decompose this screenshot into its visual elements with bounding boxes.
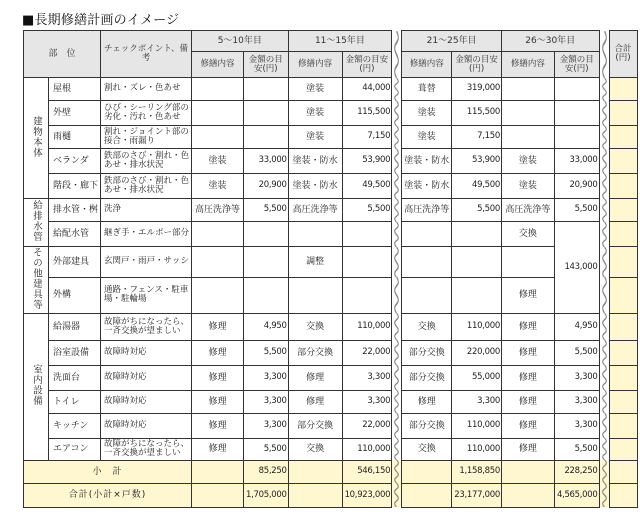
- header-period-3: 21～25年目: [402, 31, 502, 52]
- total-cell: [609, 460, 637, 483]
- amount-p4: 5,500: [554, 340, 599, 365]
- amount-p3: 55,000: [452, 365, 502, 390]
- table-row: [24, 313, 638, 340]
- work-p3: [402, 222, 452, 247]
- wave-break-icon: [599, 31, 609, 78]
- total-cell: [609, 199, 637, 222]
- amount-p4: 20,900: [554, 174, 599, 199]
- work-p2: 塗装: [288, 101, 342, 126]
- wave-break-icon: [599, 247, 609, 278]
- amount-p3: 7,150: [452, 126, 502, 149]
- work-p3: 部分交換: [402, 413, 452, 438]
- amount-p1: [244, 222, 289, 247]
- checkpoint: 鉄部のさび・割れ・色あせ・排水状況: [101, 149, 192, 174]
- item-name: エアコン: [49, 438, 101, 460]
- grand-total-row: [24, 483, 638, 507]
- amount-p2: [342, 247, 392, 278]
- amount-p4: 228,250: [554, 460, 599, 483]
- header-amount: 金額の目安(円): [554, 52, 599, 78]
- amount-p4: 4,950: [554, 313, 599, 340]
- amount-p3: 220,000: [452, 340, 502, 365]
- amount-p1: [244, 101, 289, 126]
- amount-p2: 22,000: [342, 340, 392, 365]
- work-p2: 部分交換: [288, 413, 342, 438]
- total-cell: [609, 174, 637, 199]
- amount-p3: [452, 277, 502, 313]
- amount-p1: [244, 277, 289, 313]
- work-p2: 調整: [288, 247, 342, 278]
- work-p4: [501, 126, 554, 149]
- total-cell: [609, 438, 637, 460]
- amount-p1: 1,705,000: [244, 483, 289, 507]
- wave-break-icon: [392, 174, 402, 199]
- work-p1: 塗装: [192, 174, 244, 199]
- wave-break-icon: [392, 277, 402, 313]
- wave-break-icon: [599, 340, 609, 365]
- amount-p1: 20,900: [244, 174, 289, 199]
- wave-break-icon: [392, 438, 402, 460]
- work-p1: 修理: [192, 413, 244, 438]
- checkpoint: 玄関戸・雨戸・サッシ: [101, 247, 192, 278]
- wave-break-icon: [599, 174, 609, 199]
- work-p3: 塗装・防水: [402, 174, 452, 199]
- amount-p2: 110,000: [342, 438, 392, 460]
- work-p3: [402, 277, 452, 313]
- amount-p2: 53,900: [342, 149, 392, 174]
- amount-p1: [244, 247, 289, 278]
- work-p4: 塗装: [501, 174, 554, 199]
- item-name: 外部建具: [49, 247, 101, 278]
- work-p3: [402, 247, 452, 278]
- wave-break-icon: [599, 199, 609, 222]
- work-p4: 修理: [501, 313, 554, 340]
- work-p3: 塗装: [402, 126, 452, 149]
- wave-break-icon: [392, 31, 402, 78]
- amount-p2: 546,150: [342, 460, 392, 483]
- work-p2: [288, 483, 342, 507]
- category-label: [24, 313, 49, 460]
- work-p1: [192, 222, 244, 247]
- amount-p1: [244, 78, 289, 101]
- table-row: [24, 78, 638, 101]
- amount-p3: 110,000: [452, 438, 502, 460]
- total-cell: [609, 413, 637, 438]
- amount-p2: [342, 277, 392, 313]
- table-row: [24, 199, 638, 222]
- amount-p2: 5,500: [342, 199, 392, 222]
- item-name: 外壁: [49, 101, 101, 126]
- grand-total-row-label: 合計(小計×戸数): [24, 483, 192, 507]
- work-p1: [192, 126, 244, 149]
- checkpoint: 洗浄: [101, 199, 192, 222]
- wave-break-icon: [599, 390, 609, 413]
- work-p1: [192, 483, 244, 507]
- amount-p4: 3,300: [554, 365, 599, 390]
- checkpoint: ひび・シーリング部の劣化・汚れ・色あせ: [101, 101, 192, 126]
- header-period-4: 26～30年目: [501, 31, 599, 52]
- work-p2: 塗装: [288, 126, 342, 149]
- work-p2: [288, 460, 342, 483]
- checkpoint: 故障時対応: [101, 413, 192, 438]
- wave-break-icon: [599, 101, 609, 126]
- total-cell: [609, 390, 637, 413]
- amount-p1: 85,250: [244, 460, 289, 483]
- work-p3: 高圧洗浄等: [402, 199, 452, 222]
- amount-p4: 143,000: [554, 222, 599, 314]
- wave-break-icon: [599, 365, 609, 390]
- total-cell: [609, 277, 637, 313]
- amount-p3: 1,158,850: [452, 460, 502, 483]
- total-cell: [609, 222, 637, 247]
- wave-break-icon: [392, 126, 402, 149]
- amount-p3: 3,300: [452, 390, 502, 413]
- work-p4: 塗装: [501, 149, 554, 174]
- table-row: [24, 101, 638, 126]
- checkpoint: 故障時対応: [101, 365, 192, 390]
- wave-break-icon: [599, 78, 609, 101]
- total-cell: [609, 313, 637, 340]
- work-p4: 修理: [501, 438, 554, 460]
- total-cell: [609, 78, 637, 101]
- total-cell: [609, 101, 637, 126]
- work-p2: [288, 222, 342, 247]
- header-amount: 金額の目安(円): [244, 52, 289, 78]
- checkpoint: 故障がちになったら、一斉交換が望ましい: [101, 438, 192, 460]
- wave-break-icon: [392, 78, 402, 101]
- table-row: [24, 340, 638, 365]
- item-name: 屋根: [49, 78, 101, 101]
- wave-break-icon: [392, 101, 402, 126]
- table-row: [24, 438, 638, 460]
- wave-break-icon: [392, 340, 402, 365]
- work-p3: 交換: [402, 438, 452, 460]
- amount-p1: 5,500: [244, 199, 289, 222]
- wave-break-icon: [599, 277, 609, 313]
- header-amount: 金額の目安(円): [452, 52, 502, 78]
- amount-p1: 4,950: [244, 313, 289, 340]
- work-p2: 交換: [288, 438, 342, 460]
- checkpoint: 故障がちになったら、一斉交換が望ましい: [101, 313, 192, 340]
- amount-p3: 49,500: [452, 174, 502, 199]
- work-p4: [501, 101, 554, 126]
- table-row: [24, 277, 638, 313]
- amount-p4: 4,565,000: [554, 483, 599, 507]
- work-p4: [501, 460, 554, 483]
- item-name: 外構: [49, 277, 101, 313]
- wave-break-icon: [392, 199, 402, 222]
- total-cell: [609, 365, 637, 390]
- header-checkpoint: チェックポイント、備考: [101, 31, 192, 78]
- category-label: [24, 199, 49, 247]
- amount-p4: [554, 126, 599, 149]
- subtotal-row-label: 小 計: [24, 460, 192, 483]
- work-p4: 交換: [501, 222, 554, 247]
- checkpoint: 継ぎ手・エルボー部分: [101, 222, 192, 247]
- checkpoint: 割れ・ズレ・色あせ: [101, 78, 192, 101]
- work-p2: 修理: [288, 390, 342, 413]
- amount-p2: 49,500: [342, 174, 392, 199]
- amount-p1: 33,000: [244, 149, 289, 174]
- amount-p2: 3,300: [342, 390, 392, 413]
- work-p3: 塗装・防水: [402, 149, 452, 174]
- work-p4: [501, 483, 554, 507]
- work-p3: [402, 483, 452, 507]
- checkpoint: 故障時対応: [101, 390, 192, 413]
- item-name: 排水管・桝: [49, 199, 101, 222]
- work-p1: 修理: [192, 365, 244, 390]
- work-p2: 高圧洗浄等: [288, 199, 342, 222]
- item-name: 浴室設備: [49, 340, 101, 365]
- work-p2: 部分交換: [288, 340, 342, 365]
- table-row: [24, 126, 638, 149]
- work-p3: 葺替: [402, 78, 452, 101]
- header-work: 修繕内容: [402, 52, 452, 78]
- wave-break-icon: [392, 483, 402, 507]
- work-p1: [192, 460, 244, 483]
- amount-p4: 33,000: [554, 149, 599, 174]
- amount-p4: 3,300: [554, 390, 599, 413]
- table-row: [24, 390, 638, 413]
- amount-p1: [244, 126, 289, 149]
- work-p2: 交換: [288, 313, 342, 340]
- header-work: 修繕内容: [501, 52, 554, 78]
- checkpoint: 鉄部のさび・割れ・色あせ・排水状況: [101, 174, 192, 199]
- amount-p2: 3,300: [342, 365, 392, 390]
- header-period-1: 5～10年目: [192, 31, 289, 52]
- item-name: 洗面台: [49, 365, 101, 390]
- amount-p2: 22,000: [342, 413, 392, 438]
- work-p1: 修理: [192, 438, 244, 460]
- work-p3: 部分交換: [402, 365, 452, 390]
- amount-p4: 5,500: [554, 438, 599, 460]
- amount-p2: 115,500: [342, 101, 392, 126]
- wave-break-icon: [599, 222, 609, 247]
- table-row: [24, 174, 638, 199]
- wave-break-icon: [392, 365, 402, 390]
- amount-p3: 53,900: [452, 149, 502, 174]
- work-p1: [192, 277, 244, 313]
- header-period-2: 11～15年目: [288, 31, 392, 52]
- work-p2: 塗装: [288, 78, 342, 101]
- repair-plan-table: [23, 30, 638, 508]
- total-cell: [609, 247, 637, 278]
- amount-p3: 319,000: [452, 78, 502, 101]
- page-title: ■長期修繕計画のイメージ: [22, 13, 180, 28]
- wave-break-icon: [599, 413, 609, 438]
- work-p4: 修理: [501, 365, 554, 390]
- work-p1: 塗装: [192, 149, 244, 174]
- work-p1: [192, 78, 244, 101]
- wave-break-icon: [599, 438, 609, 460]
- checkpoint: 通路・フェンス・駐車場・駐輪場: [101, 277, 192, 313]
- table-row: [24, 222, 638, 247]
- header-work: 修繕内容: [288, 52, 342, 78]
- work-p1: [192, 101, 244, 126]
- wave-break-icon: [599, 483, 609, 507]
- amount-p4: [554, 78, 599, 101]
- item-name: 階段・廊下: [49, 174, 101, 199]
- wave-break-icon: [392, 390, 402, 413]
- total-cell: [609, 340, 637, 365]
- table-row: [24, 247, 638, 278]
- amount-p2: 44,000: [342, 78, 392, 101]
- work-p1: 修理: [192, 340, 244, 365]
- table-row: [24, 413, 638, 438]
- amount-p2: 7,150: [342, 126, 392, 149]
- amount-p2: [342, 222, 392, 247]
- amount-p3: [452, 222, 502, 247]
- table-row: [24, 149, 638, 174]
- wave-break-icon: [392, 247, 402, 278]
- work-p3: 部分交換: [402, 340, 452, 365]
- amount-p3: [452, 247, 502, 278]
- amount-p3: 110,000: [452, 413, 502, 438]
- work-p3: 交換: [402, 313, 452, 340]
- wave-break-icon: [392, 149, 402, 174]
- work-p2: 修理: [288, 365, 342, 390]
- wave-break-icon: [392, 460, 402, 483]
- amount-p4: [554, 101, 599, 126]
- checkpoint: 割れ・ジョイント部の接合・雨漏り: [101, 126, 192, 149]
- total-cell: [609, 149, 637, 174]
- work-p1: 修理: [192, 390, 244, 413]
- category-text: 建物本体: [30, 115, 42, 158]
- work-p4: [501, 247, 554, 278]
- work-p1: [192, 247, 244, 278]
- item-name: 給湯器: [49, 313, 101, 340]
- work-p2: 塗装・防水: [288, 149, 342, 174]
- work-p2: [288, 277, 342, 313]
- category-text: その他建具等: [30, 247, 42, 310]
- amount-p1: 5,500: [244, 438, 289, 460]
- wave-break-icon: [392, 222, 402, 247]
- work-p3: 修理: [402, 390, 452, 413]
- work-p3: [402, 460, 452, 483]
- amount-p2: 110,000: [342, 313, 392, 340]
- amount-p3: 115,500: [452, 101, 502, 126]
- work-p4: [501, 78, 554, 101]
- amount-p1: 3,300: [244, 365, 289, 390]
- category-text: 給排水管: [30, 200, 42, 243]
- category-label: [24, 78, 49, 199]
- category-text: 室内設備: [30, 364, 42, 407]
- item-name: ベランダ: [49, 149, 101, 174]
- wave-break-icon: [599, 126, 609, 149]
- total-cell: [609, 483, 637, 507]
- work-p1: 高圧洗浄等: [192, 199, 244, 222]
- header-total: 合計(円): [609, 31, 637, 78]
- subtotal-row: [24, 460, 638, 483]
- wave-break-icon: [599, 313, 609, 340]
- amount-p4: 3,300: [554, 413, 599, 438]
- item-name: 雨樋: [49, 126, 101, 149]
- wave-break-icon: [599, 149, 609, 174]
- amount-p3: 23,177,000: [452, 483, 502, 507]
- work-p4: 修理: [501, 413, 554, 438]
- amount-p3: 110,000: [452, 313, 502, 340]
- work-p4: 修理: [501, 277, 554, 313]
- header-work: 修繕内容: [192, 52, 244, 78]
- amount-p4: 5,500: [554, 199, 599, 222]
- amount-p3: 5,500: [452, 199, 502, 222]
- work-p4: 高圧洗浄等: [501, 199, 554, 222]
- category-label: [24, 247, 49, 314]
- work-p3: 塗装: [402, 101, 452, 126]
- amount-p1: 3,300: [244, 413, 289, 438]
- amount-p2: 10,923,000: [342, 483, 392, 507]
- wave-break-icon: [392, 413, 402, 438]
- work-p2: 塗装・防水: [288, 174, 342, 199]
- item-name: 給配水管: [49, 222, 101, 247]
- total-cell: [609, 126, 637, 149]
- wave-break-icon: [392, 313, 402, 340]
- header-amount: 金額の目安(円): [342, 52, 392, 78]
- item-name: キッチン: [49, 413, 101, 438]
- wave-break-icon: [599, 460, 609, 483]
- work-p4: 修理: [501, 390, 554, 413]
- table-row: [24, 365, 638, 390]
- amount-p1: 3,300: [244, 390, 289, 413]
- checkpoint: 故障時対応: [101, 340, 192, 365]
- work-p4: 修理: [501, 340, 554, 365]
- work-p1: 修理: [192, 313, 244, 340]
- item-name: トイレ: [49, 390, 101, 413]
- amount-p1: 5,500: [244, 340, 289, 365]
- header-part: 部 位: [24, 31, 101, 78]
